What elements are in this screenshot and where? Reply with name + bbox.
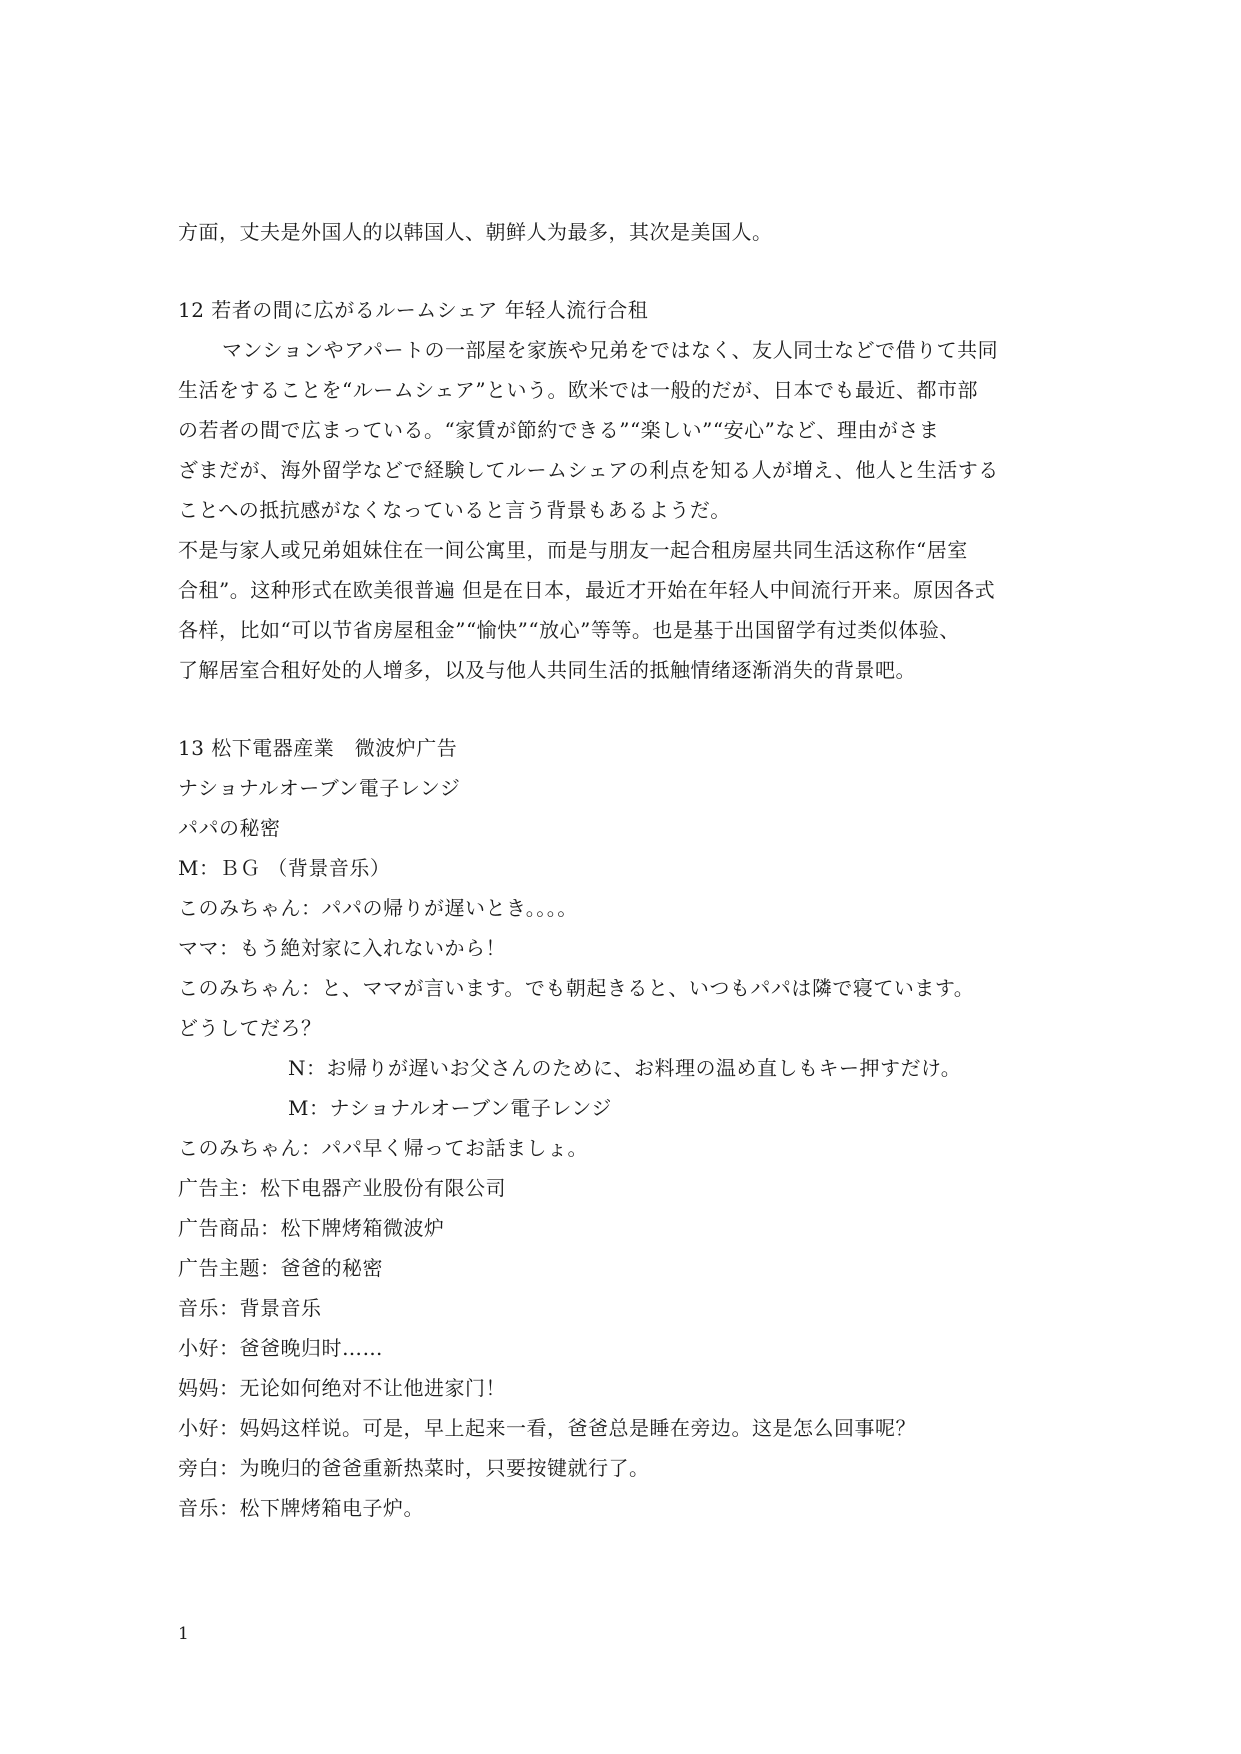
- translation-line: 合租”。这种形式在欧美很普遍 但是在日本，最近才开始在年轻人中间流行开来。原因各式: [178, 578, 996, 602]
- script-line: 广告商品：松下牌烤箱微波炉: [178, 1216, 445, 1240]
- script-line: 广告主题：爸爸的秘密: [178, 1256, 383, 1280]
- script-line: パパの秘密: [178, 816, 281, 840]
- script-line: このみちゃん：と、ママが言います。でも朝起きると、いつもパパは隣で寝ています。: [178, 976, 975, 1000]
- script-line: M：ＢＧ （背景音乐）: [178, 856, 391, 880]
- script-line: 小好：妈妈这样说。可是，早上起来一看，爸爸总是睡在旁边。这是怎么回事呢？: [178, 1416, 916, 1440]
- page-number: 1: [178, 1624, 189, 1644]
- script-line: ママ：もう絶対家に入れないから！: [178, 936, 506, 960]
- script-line-indented: N：お帰りが遅いお父さんのために、お料理の温め直しもキー押すだけ。: [288, 1056, 962, 1080]
- body-text-line: 方面，丈夫是外国人的以韩国人、朝鲜人为最多，其次是美国人。: [178, 220, 773, 244]
- script-line: 旁白：为晚归的爸爸重新热菜时，只要按键就行了。: [178, 1456, 650, 1480]
- section-heading: 13 松下電器産業 微波炉广告: [178, 736, 458, 760]
- script-line: このみちゃん：パパの帰りが遅いとき。。。。: [178, 896, 578, 920]
- script-line: 音乐：背景音乐: [178, 1296, 322, 1320]
- translation-line: 不是与家人或兄弟姐妹住在一间公寓里，而是与朋友一起合租房屋共同生活这称作“居室: [178, 538, 968, 562]
- translation-line: 各样，比如“可以节省房屋租金”“愉快”“放心”等等。也是基于出国留学有过类似体验、: [178, 618, 960, 642]
- script-line: どうしてだろ？: [178, 1016, 322, 1040]
- script-line: 妈妈：无论如何绝对不让他进家门！: [178, 1376, 506, 1400]
- script-line-indented: M：ナショナルオーブン電子レンジ: [288, 1096, 612, 1120]
- paragraph-line: ざまだが、海外留学などで経験してルームシェアの利点を知る人が増え、他人と生活する: [178, 458, 999, 482]
- script-line: 广告主：松下电器产业股份有限公司: [178, 1176, 506, 1200]
- script-line: 音乐：松下牌烤箱电子炉。: [178, 1496, 424, 1520]
- script-line: このみちゃん：パパ早く帰ってお話ましょ。: [178, 1136, 588, 1160]
- paragraph-line: の若者の間で広まっている。“家賃が節約できる”“楽しい”“安心”など、理由がさま: [178, 418, 940, 442]
- section-heading: 12 若者の間に広がるルームシェア 年轻人流行合租: [178, 298, 649, 322]
- script-line: 小好：爸爸晚归时……: [178, 1336, 383, 1360]
- script-line: ナショナルオーブン電子レンジ: [178, 776, 461, 800]
- paragraph-line: 生活をすることを“ルームシェア”という。欧米では一般的だが、日本でも最近、都市部: [178, 378, 979, 402]
- translation-line: 了解居室合租好处的人增多，以及与他人共同生活的抵触情绪逐渐消失的背景吧。: [178, 658, 916, 682]
- paragraph-line: ことへの抵抗感がなくなっていると言う背景もあるようだ。: [178, 498, 731, 522]
- paragraph-line: マンションやアパートの一部屋を家族や兄弟をではなく、友人同士などで借りて共同: [222, 338, 999, 362]
